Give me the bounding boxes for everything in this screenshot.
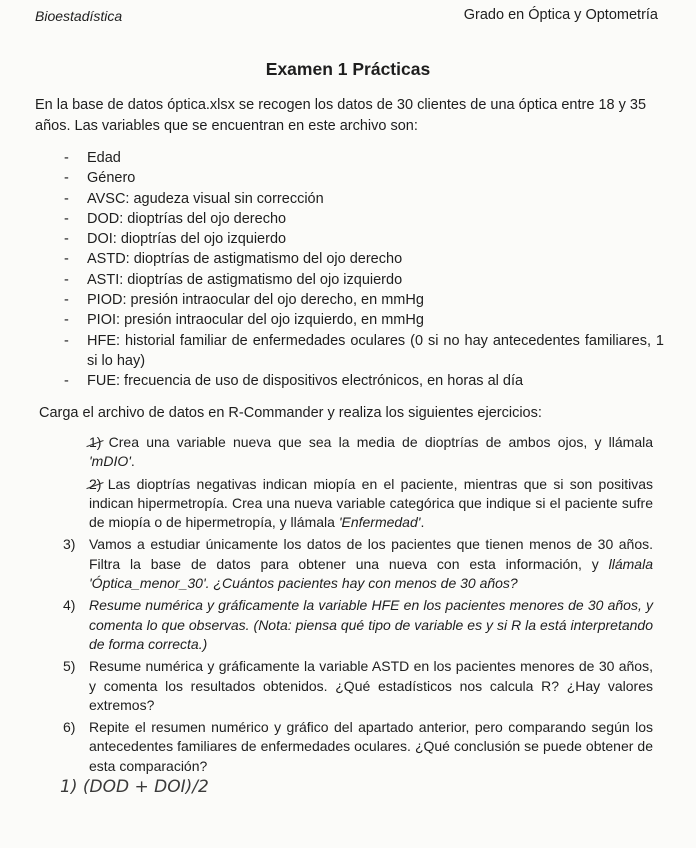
exercise-item: 4) Resume numérica y gráficamente la variable HFE en los pacientes menores de 30 años, y comenta lo que observas. (Nota: piensa qué tipo de variable es y si R la está interpretando de forma correcta.) <box>63 597 653 652</box>
course-name: Bioestadística <box>35 8 123 24</box>
exercise-number: 2) <box>89 475 102 492</box>
exercise-item: 5) Resume numérica y gráficamente la variable ASTD en los pacientes menores de 30 años, y comenta los resultados obtenidos. ¿Qué estadísticos nos calcula R? ¿Hay valores extremos? <box>63 658 653 713</box>
exercise-item: 2) Las dioptrías negativas indican miopía en el paciente, mientras que si son positivas indican hipermetropía. Crea una nueva variable categórica que indique si el paciente sufre de miopía o de hipermetropía, y llámala 'Enfermedad'. <box>89 475 654 531</box>
variable-item: - ASTD: dioptrías de astigmatismo del ojo derecho <box>64 251 403 268</box>
variable-item: - HFE: historial familiar de enfermedades oculares (0 si no hay antecedentes familiares, 1 si lo hay) <box>64 332 664 369</box>
exercise-list <box>63 433 653 779</box>
exercise-number: 5) <box>63 658 76 675</box>
exercise-number: 3) <box>63 536 76 553</box>
degree-name: Grado en Óptica y Optometría <box>463 7 658 23</box>
exercise-item: 3) Vamos a estudiar únicamente los datos de los pacientes que tienen menos de 30 años. Filtra la base de datos para obtener una nueva con esta información, y llámala 'Óptica_menor_30'. ¿Cuántos pacientes hay con menos de 30 años? <box>63 536 653 592</box>
variable-item: - Género <box>64 170 136 187</box>
svg-text:1) (DOD + DOI)/2: 1) (DOD + DOI)/2 <box>60 777 209 797</box>
variable-item: - DOI: dioptrías del ojo izquierdo <box>64 231 287 248</box>
exercise-number: 6) <box>63 719 76 736</box>
variable-item: - PIOI: presión intraocular del ojo izquierdo, en mmHg <box>64 312 424 329</box>
exercise-item: 6) Repite el resumen numérico y gráfico del apartado anterior, pero comparando según los antecedentes familiares de enfermedades oculares. ¿Qué conclusión se puede obtener de esta comparación? <box>63 719 653 774</box>
instruction-text: Carga el archivo de datos en R-Commander y realiza los siguientes ejercicios: <box>39 405 542 421</box>
variable-item: - DOD: dioptrías del ojo derecho <box>64 210 287 227</box>
exam-title: Examen 1 Prácticas <box>265 59 431 79</box>
exercise-item: 1) Crea una variable nueva que sea la media de dioptrías de ambos ojos, y llámala 'mDIO'. <box>89 434 654 470</box>
variable-item: - AVSC: agudeza visual sin corrección <box>64 190 324 207</box>
variable-item: - ASTI: dioptrías de astigmatismo del ojo izquierdo <box>64 271 403 288</box>
exercise-number: 4) <box>63 597 76 614</box>
variable-item: - PIOD: presión intraocular del ojo derecho, en mmHg <box>64 292 424 309</box>
variable-list <box>64 148 664 392</box>
intro-paragraph: En la base de datos óptica.xlsx se recogen los datos de 30 clientes de una óptica entre 18 y 35 años. Las variables que se encuentran en este archivo son: <box>35 97 647 134</box>
variable-item: - FUE: frecuencia de uso de dispositivos electrónicos, en horas al día <box>64 373 524 390</box>
handwritten-note <box>60 770 230 800</box>
exercise-number: 1) <box>89 434 102 450</box>
variable-item: - Edad <box>64 150 121 166</box>
